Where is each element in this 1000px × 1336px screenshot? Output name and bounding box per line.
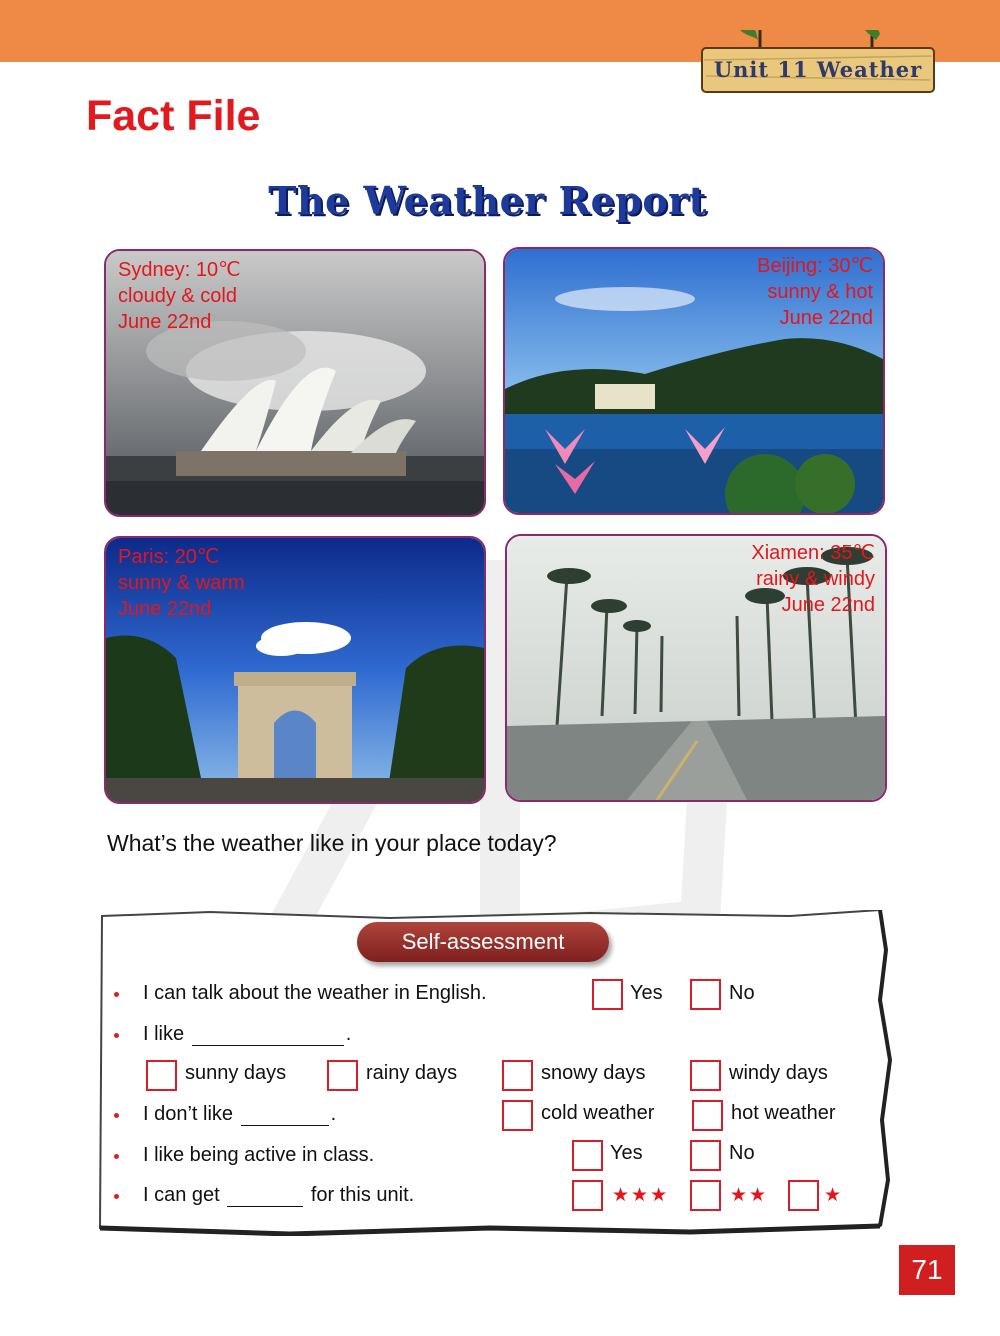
bullet [114, 992, 119, 997]
self-assessment-badge: Self-assessment [357, 922, 609, 962]
bullet [114, 1113, 119, 1118]
photo-sydney [104, 249, 486, 517]
can-get-blank[interactable] [227, 1188, 303, 1207]
can-get-suffix: for this unit. [310, 1184, 415, 1206]
snowy-days-label: snowy days [541, 1062, 646, 1084]
item-i-like [143, 1023, 351, 1046]
city-temp: Sydney: 10℃ [118, 259, 241, 281]
weather-report-title: The Weather Report [268, 178, 707, 223]
i-like-text: I like [143, 1023, 185, 1045]
caption-xiamen [751, 540, 875, 618]
cold-weather-label: cold weather [541, 1102, 655, 1124]
photo-xiamen [505, 534, 887, 802]
weather-question: What’s the weather like in your place today? [107, 830, 557, 856]
i-dont-like-text: I don’t like [143, 1103, 234, 1125]
one-star-checkbox[interactable] [788, 1180, 819, 1211]
bullet [114, 1194, 119, 1199]
unit-sign [700, 30, 936, 94]
snowy-days-checkbox[interactable] [502, 1060, 533, 1091]
sunny-days-checkbox[interactable] [146, 1060, 177, 1091]
active-no-label: No [729, 1142, 755, 1164]
caption-sydney [118, 257, 241, 335]
caption-beijing [757, 253, 873, 331]
sunny-days-label: sunny days [185, 1062, 287, 1084]
date: June 22nd [781, 594, 875, 616]
three-stars-label: ★★★ [612, 1185, 670, 1206]
weather-desc: rainy & windy [756, 568, 875, 590]
city-temp: Beijing: 30℃ [757, 255, 873, 277]
i-like-period: . [345, 1023, 352, 1045]
three-stars-checkbox[interactable] [572, 1180, 603, 1211]
i-like-blank[interactable] [192, 1027, 344, 1046]
hot-weather-checkbox[interactable] [692, 1100, 723, 1131]
item-talk-weather: I can talk about the weather in English. [143, 982, 487, 1004]
city-temp: Paris: 20℃ [118, 546, 220, 568]
item-can-get [143, 1184, 414, 1207]
weather-desc: sunny & warm [118, 572, 245, 594]
caption-paris [118, 544, 245, 622]
city-temp: Xiamen: 35℃ [751, 542, 875, 564]
page-number: 71 [899, 1245, 955, 1295]
windy-days-checkbox[interactable] [690, 1060, 721, 1091]
date: June 22nd [779, 307, 873, 329]
weather-desc: sunny & hot [767, 281, 873, 303]
hot-weather-label: hot weather [731, 1102, 836, 1124]
photo-paris [104, 536, 486, 804]
active-yes-label: Yes [610, 1142, 643, 1164]
fact-file-title: Fact File [86, 92, 261, 140]
yes-label: Yes [630, 982, 663, 1004]
weather-desc: cloudy & cold [118, 285, 237, 307]
bullet [114, 1033, 119, 1038]
i-dont-like-blank[interactable] [241, 1107, 329, 1126]
two-stars-label: ★★ [730, 1185, 769, 1206]
windy-days-label: windy days [729, 1062, 828, 1084]
date: June 22nd [118, 598, 212, 620]
cold-weather-checkbox[interactable] [502, 1100, 533, 1131]
two-stars-checkbox[interactable] [690, 1180, 721, 1211]
active-yes-checkbox[interactable] [572, 1140, 603, 1171]
can-get-text: I can get [143, 1184, 220, 1206]
no-label: No [729, 982, 755, 1004]
photo-beijing [503, 247, 885, 515]
date: June 22nd [118, 311, 212, 333]
one-star-label: ★ [824, 1185, 844, 1206]
rainy-days-label: rainy days [366, 1062, 458, 1084]
item-i-dont-like [143, 1103, 336, 1126]
unit-title: Unit 11 Weather [713, 56, 923, 82]
bullet [114, 1154, 119, 1159]
i-dont-like-period: . [330, 1103, 337, 1125]
rainy-days-checkbox[interactable] [327, 1060, 358, 1091]
no-checkbox[interactable] [690, 979, 721, 1010]
item-active-class: I like being active in class. [143, 1144, 375, 1166]
yes-checkbox[interactable] [592, 979, 623, 1010]
active-no-checkbox[interactable] [690, 1140, 721, 1171]
